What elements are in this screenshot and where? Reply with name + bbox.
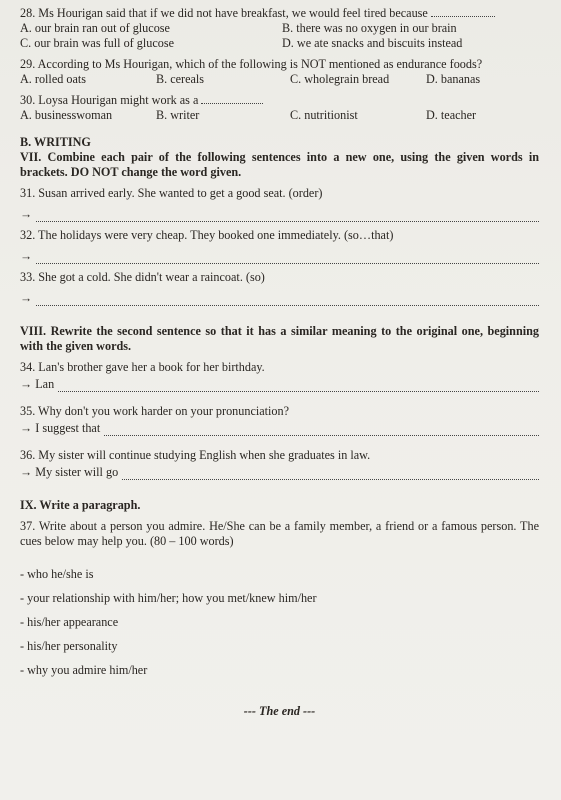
question-30-stem-text: 30. Loysa Hourigan might work as a <box>20 93 199 107</box>
cue-item: - his/her appearance <box>20 615 119 629</box>
part-7-instruction: VII. Combine each pair of the following sentences into a new one, using the given words in brackets. DO NOT change the word given. <box>20 150 539 179</box>
question-28-options-row-1 <box>20 21 539 36</box>
answer-line <box>20 249 539 264</box>
cue-item: - his/her personality <box>20 639 118 653</box>
answer-blank[interactable] <box>36 252 539 264</box>
answer-line <box>20 377 539 392</box>
section-heading-writing: B. WRITING <box>20 135 91 149</box>
item-text: 36. My sister will continue studying English when she graduates in law. <box>20 448 371 462</box>
option-b[interactable]: B. there was no oxygen in our brain <box>282 21 457 35</box>
option-a[interactable]: A. businesswoman <box>20 108 113 122</box>
item-text: 32. The holidays were very cheap. They booked one immediately. (so…that) <box>20 228 394 242</box>
answer-line <box>20 465 539 480</box>
answer-prefix: → I suggest that <box>20 421 101 435</box>
arrow-icon: → <box>20 249 33 263</box>
option-b[interactable]: B. cereals <box>156 72 205 86</box>
question-30-stem <box>20 93 539 108</box>
part-8-item-35 <box>20 404 539 436</box>
question-28-options-row-2 <box>20 36 539 51</box>
answer-line <box>20 291 539 306</box>
cue-item: - who he/she is <box>20 567 94 581</box>
option-d[interactable]: D. bananas <box>426 72 481 86</box>
item-text: 34. Lan's brother gave her a book for her birthday. <box>20 360 265 374</box>
question-30 <box>20 93 539 123</box>
answer-blank[interactable] <box>36 210 539 222</box>
option-a[interactable]: A. our brain ran out of glucose <box>20 21 170 35</box>
question-28-stem-text: 28. Ms Hourigan said that if we did not have breakfast, we would feel tired because <box>20 6 428 20</box>
option-c[interactable]: C. our brain was full of glucose <box>20 36 175 50</box>
question-28-stem <box>20 6 539 21</box>
question-29-stem: 29. According to Ms Hourigan, which of the following is NOT mentioned as endurance foods? <box>20 57 483 71</box>
cue-item: - why you admire him/her <box>20 663 148 677</box>
arrow-icon: → <box>20 207 33 221</box>
option-d[interactable]: D. we ate snacks and biscuits instead <box>282 36 463 50</box>
option-b[interactable]: B. writer <box>156 108 200 122</box>
part-8-item-34 <box>20 360 539 392</box>
option-c[interactable]: C. wholegrain bread <box>290 72 390 86</box>
cue-list <box>20 567 539 678</box>
part-9-prompt: 37. Write about a person you admire. He/She can be a family member, a friend or a famous person. The cues below may help you. (80 – 100 words) <box>20 519 539 548</box>
part-7-item-33 <box>20 270 539 306</box>
question-29-options <box>20 72 539 87</box>
answer-blank[interactable] <box>201 103 263 104</box>
answer-prefix: → Lan <box>20 377 55 391</box>
answer-blank[interactable] <box>122 468 539 480</box>
part-7-item-32 <box>20 228 539 264</box>
option-c[interactable]: C. nutritionist <box>290 108 358 122</box>
option-d[interactable]: D. teacher <box>426 108 477 122</box>
answer-line <box>20 207 539 222</box>
answer-blank[interactable] <box>104 424 539 436</box>
answer-blank[interactable] <box>431 16 495 17</box>
answer-blank[interactable] <box>58 380 539 392</box>
part-9-heading: IX. Write a paragraph. <box>20 498 141 512</box>
question-30-options <box>20 108 539 123</box>
item-text: 31. Susan arrived early. She wanted to get a good seat. (order) <box>20 186 323 200</box>
end-marker: --- The end --- <box>243 704 316 718</box>
question-29 <box>20 57 539 87</box>
question-28 <box>20 6 539 51</box>
item-text: 35. Why don't you work harder on your pronunciation? <box>20 404 290 418</box>
answer-prefix: → My sister will go <box>20 465 119 479</box>
answer-line <box>20 421 539 436</box>
cue-item: - your relationship with him/her; how you met/knew him/her <box>20 591 317 605</box>
option-a[interactable]: A. rolled oats <box>20 72 87 86</box>
item-text: 33. She got a cold. She didn't wear a raincoat. (so) <box>20 270 265 284</box>
answer-blank[interactable] <box>36 294 539 306</box>
part-8-item-36 <box>20 448 539 480</box>
part-8-instruction: VIII. Rewrite the second sentence so that it has a similar meaning to the original one, beginning with the given words. <box>20 324 539 353</box>
arrow-icon: → <box>20 291 33 305</box>
part-7-item-31 <box>20 186 539 222</box>
